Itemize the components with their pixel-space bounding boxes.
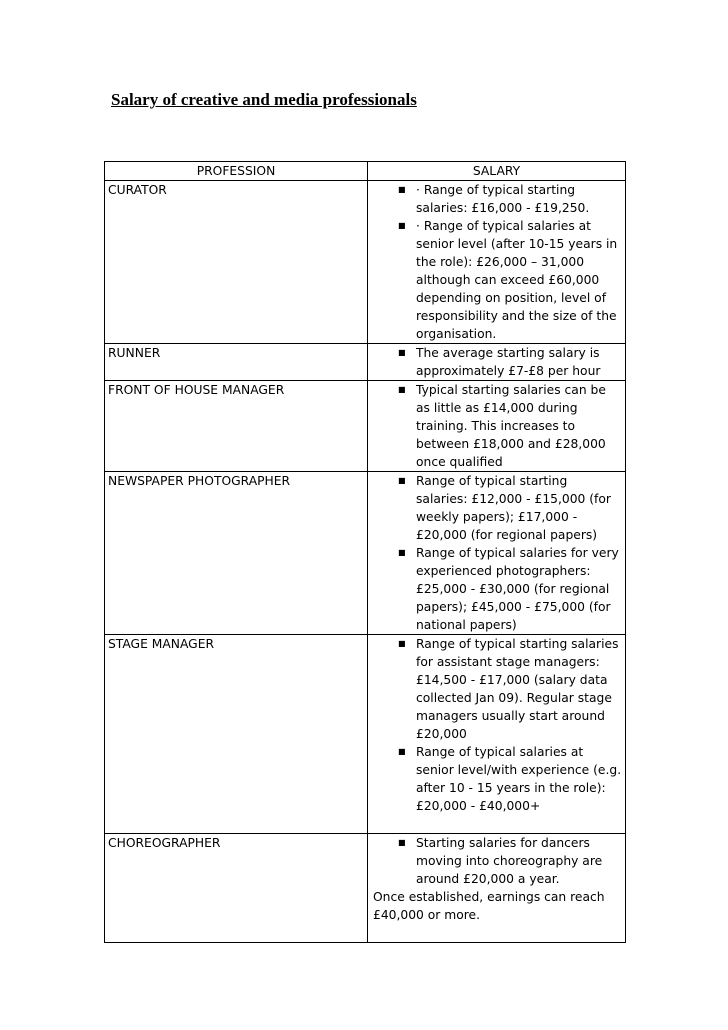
salary-text: Starting salaries for dancers moving into choreography are around £20,000 a year.: [416, 836, 603, 886]
salary-list: [371, 834, 622, 888]
salary-list: [371, 472, 622, 634]
square-bullet-icon: ■: [398, 385, 406, 394]
table-row: [105, 635, 626, 834]
table-row: [105, 181, 626, 344]
salary-text: The average starting salary is approximately £7-£8 per hour: [416, 346, 601, 378]
profession-cell: CHOREOGRAPHER: [105, 834, 368, 943]
square-bullet-icon: ■: [398, 476, 406, 485]
table-header-row: [105, 162, 626, 181]
profession-cell: CURATOR: [105, 181, 368, 344]
profession-cell: RUNNER: [105, 344, 368, 381]
table-row: [105, 472, 626, 635]
salary-text: · Range of typical salaries at senior level (after 10-15 years in the role): £26,000 – 31,000 although can exceed £60,000 depending on position, level of responsibility and the size of the organisation.: [416, 219, 618, 341]
salary-note: Once established, earnings can reach £40,000 or more.: [373, 890, 605, 922]
cell-spacer: [371, 924, 622, 942]
salary-list: [371, 635, 622, 815]
salary-list-item: [371, 217, 622, 343]
salary-text: Range of typical starting salaries: £12,000 - £15,000 (for weekly papers); £17,000 - £20,000 (for regional papers): [416, 474, 611, 542]
salary-table-body: [105, 181, 626, 943]
square-bullet-icon: ■: [398, 548, 406, 557]
profession-cell: NEWSPAPER PHOTOGRAPHER: [105, 472, 368, 635]
table-row: [105, 344, 626, 381]
square-bullet-icon: ■: [398, 747, 406, 756]
salary-list-item: [371, 181, 622, 217]
square-bullet-icon: ■: [398, 838, 406, 847]
table-row: [105, 834, 626, 943]
square-bullet-icon: ■: [398, 221, 406, 230]
salary-cell: [368, 635, 626, 834]
salary-list-item: [371, 743, 622, 815]
salary-list: [371, 344, 622, 380]
profession-cell: STAGE MANAGER: [105, 635, 368, 834]
salary-text: Range of typical salaries at senior level/with experience (e.g. after 10 - 15 years in the role): £20,000 - £40,000+: [416, 745, 622, 813]
square-bullet-icon: ■: [398, 348, 406, 357]
salary-list-item: [371, 544, 622, 634]
header-profession: PROFESSION: [105, 162, 368, 181]
salary-text: · Range of typical starting salaries: £16,000 - £19,250.: [416, 183, 590, 215]
salary-cell: [368, 181, 626, 344]
cell-spacer: [371, 815, 622, 833]
salary-list-item: [371, 635, 622, 743]
salary-cell: [368, 381, 626, 472]
salary-cell: [368, 344, 626, 381]
square-bullet-icon: ■: [398, 185, 406, 194]
salary-cell: [368, 834, 626, 943]
salary-list-item: [371, 472, 622, 544]
salary-table: [104, 161, 626, 943]
table-row: [105, 381, 626, 472]
salary-list: [371, 381, 622, 471]
salary-text: Range of typical salaries for very experienced photographers: £25,000 - £30,000 (for regional papers); £45,000 - £75,000 (for national papers): [416, 546, 619, 632]
salary-list-item: [371, 344, 622, 380]
salary-text: Range of typical starting salaries for assistant stage managers: £14,500 - £17,000 (salary data collected Jan 09). Regular stage managers usually start around £20,000: [416, 637, 619, 741]
header-salary: SALARY: [368, 162, 626, 181]
salary-list-item: [371, 834, 622, 888]
profession-cell: FRONT OF HOUSE MANAGER: [105, 381, 368, 472]
salary-list-item: [371, 381, 622, 471]
document-title: Salary of creative and media professionals: [111, 90, 417, 109]
square-bullet-icon: ■: [398, 639, 406, 648]
salary-list: [371, 181, 622, 343]
salary-text: Typical starting salaries can be as little as £14,000 during training. This increases to between £18,000 and £28,000 once qualified: [416, 383, 606, 469]
salary-cell: [368, 472, 626, 635]
